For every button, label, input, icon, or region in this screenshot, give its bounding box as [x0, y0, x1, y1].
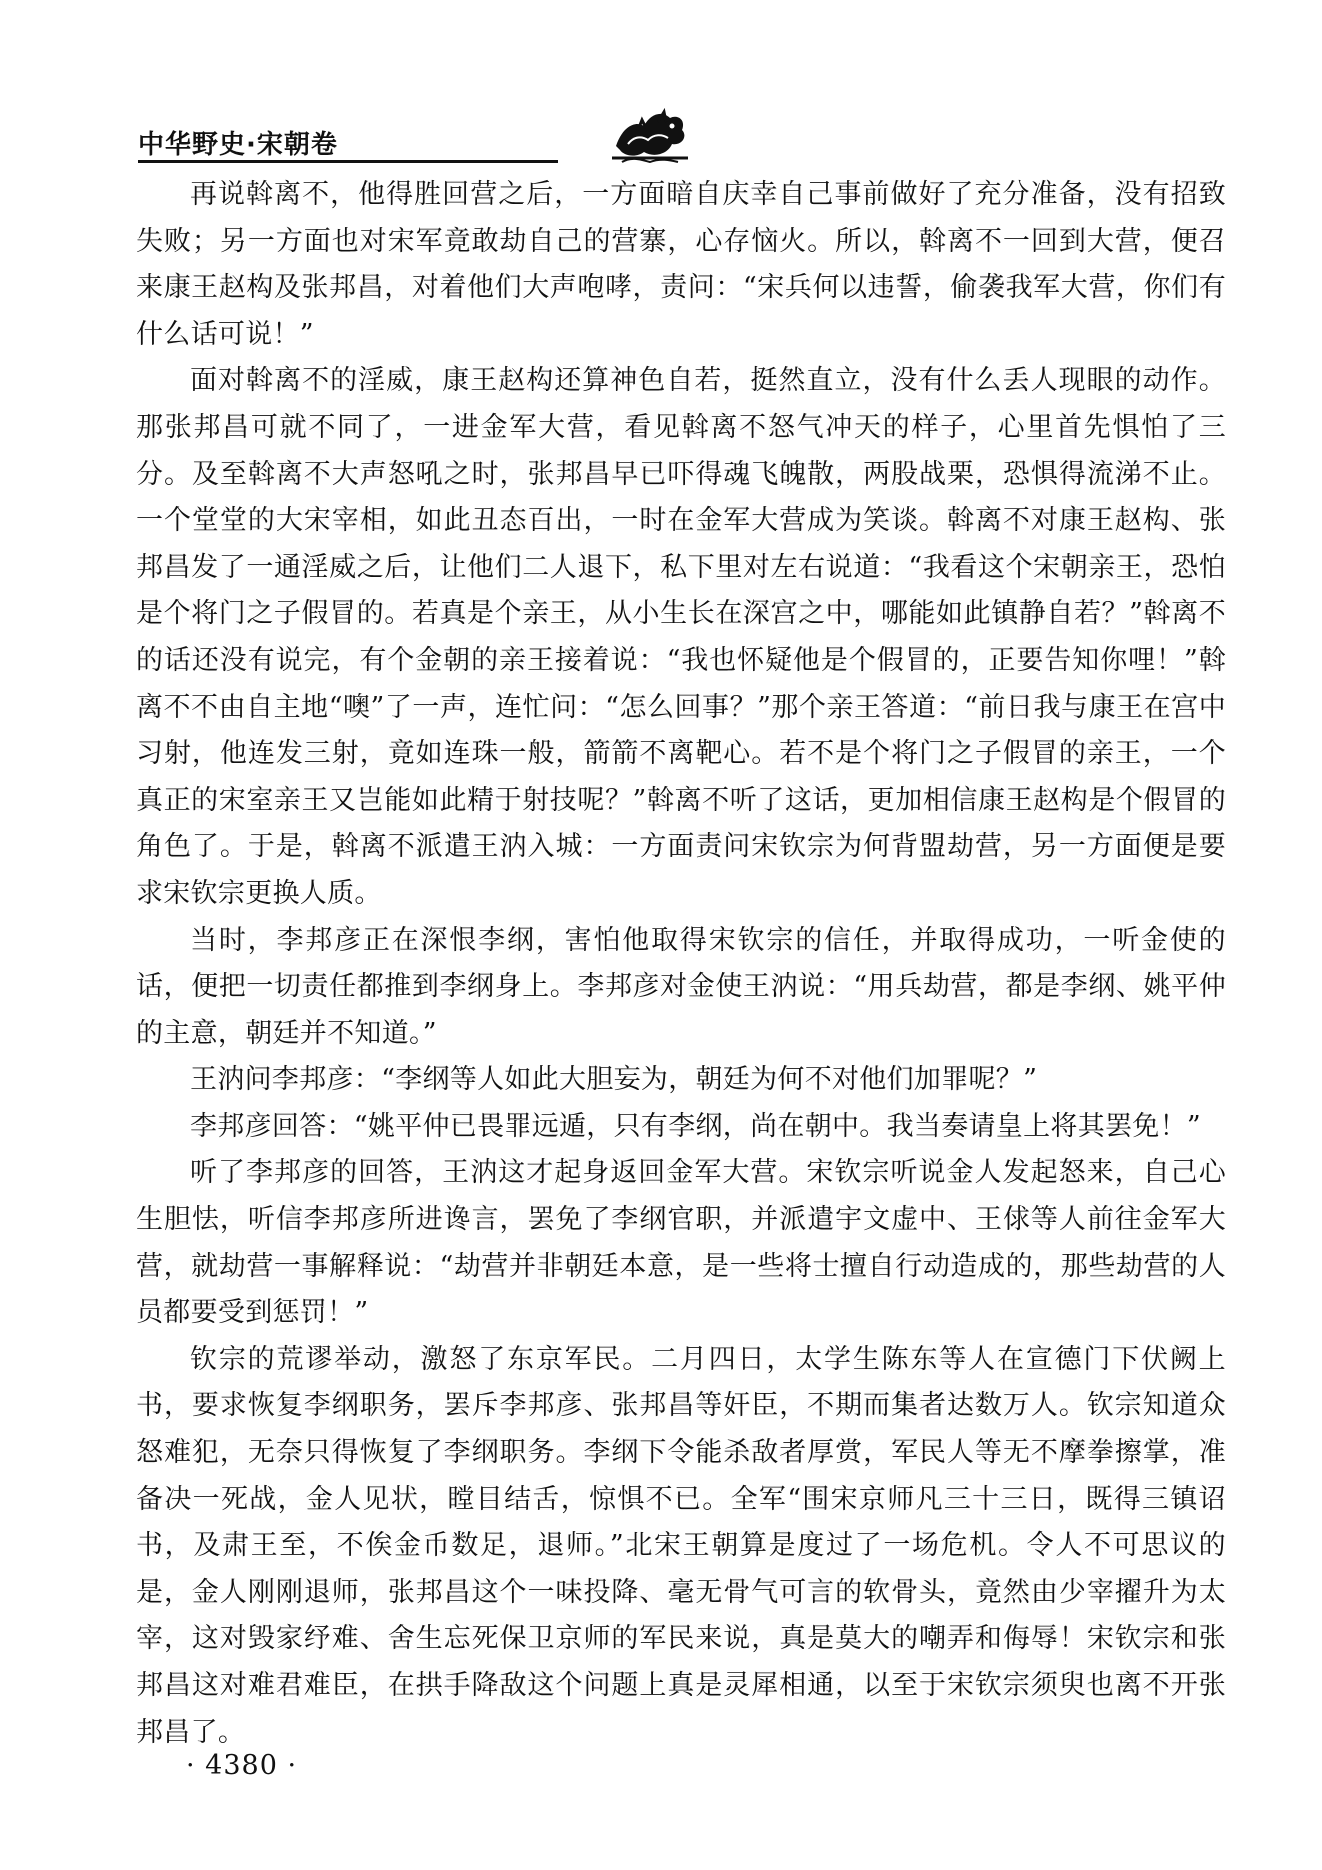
header-rule [138, 160, 558, 163]
dragon-emblem-icon [608, 106, 692, 164]
page-number: · 4380 · [186, 1750, 298, 1781]
paragraph-1: 再说斡离不，他得胜回营之后，一方面暗自庆幸自己事前做好了充分准备，没有招致失败；另一方面也对宋军竟敢劫自己的营寨，心存恼火。所以，斡离不一回到大营，便召来康王赵构及张邦昌，对着他们大声咆哮，责问：“宋兵何以违誓，偷袭我军大营，你们有什么话可说！” [136, 179, 1226, 350]
page-header [138, 118, 1238, 164]
header-title: 中华野史·宋朝卷 [138, 130, 338, 160]
paragraph-3: 当时，李邦彦正在深恨李纲，害怕他取得宋钦宗的信任，并取得成功，一听金使的话，便把一切责任都推到李纲身上。李邦彦对金使王汭说：“用兵劫营，都是李纲、姚平仲的主意，朝廷并不知道。” [136, 924, 1226, 1049]
paragraph-7: 钦宗的荒谬举动，激怒了东京军民。二月四日，太学生陈东等人在宣德门下伏阙上书，要求恢复李纲职务，罢斥李邦彦、张邦昌等奸臣，不期而集者达数万人。钦宗知道众怒难犯，无奈只得恢复了李纲职务。李纲下令能杀敌者厚赏，军民人等无不摩拳擦掌，准备决一死战，金人见状，瞠目结舌，惊惧不已。全军“围宋京师凡三十三日，既得三镇诏书，及肃王至，不俟金币数足，退师。”北宋王朝算是度过了一场危机。令人不可思议的是，金人刚刚退师，张邦昌这个一味投降、毫无骨气可言的软骨头，竟然由少宰擢升为太宰，这对毁家纾难、舍生忘死保卫京师的军民来说，真是莫大的嘲弄和侮辱！宋钦宗和张邦昌这对难君难臣，在拱手降敌这个问题上真是灵犀相通，以至于宋钦宗须臾也离不开张邦昌了。 [136, 1343, 1226, 1748]
paragraph-2: 面对斡离不的淫威，康王赵构还算神色自若，挺然直立，没有什么丢人现眼的动作。那张邦昌可就不同了，一进金军大营，看见斡离不怒气冲天的样子，心里首先惧怕了三分。及至斡离不大声怒吼之时，张邦昌早已吓得魂飞魄散，两股战栗，恐惧得流涕不止。一个堂堂的大宋宰相，如此丑态百出，一时在金军大营成为笑谈。斡离不对康王赵构、张邦昌发了一通淫威之后，让他们二人退下，私下里对左右说道：“我看这个宋朝亲王，恐怕是个将门之子假冒的。若真是个亲王，从小生长在深宫之中，哪能如此镇静自若？”斡离不的话还没有说完，有个金朝的亲王接着说：“我也怀疑他是个假冒的，正要告知你哩！”斡离不不由自主地“噢”了一声，连忙问：“怎么回事？”那个亲王答道：“前日我与康王在宫中习射，他连发三射，竟如连珠一般，箭箭不离靶心。若不是个将门之子假冒的亲王，一个真正的宋室亲王又岂能如此精于射技呢？”斡离不听了这话，更加相信康王赵构是个假冒的角色了。于是，斡离不派遣王汭入城：一方面责问宋钦宗为何背盟劫营，另一方面便是要求宋钦宗更换人质。 [136, 365, 1226, 909]
body-text [136, 172, 1226, 1756]
paragraph-5: 李邦彦回答：“姚平仲已畏罪远遁，只有李纲，尚在朝中。我当奏请皇上将其罢免！” [190, 1110, 1202, 1142]
paragraph-4: 王汭问李邦彦：“李纲等人如此大胆妄为，朝廷为何不对他们加罪呢？” [190, 1064, 1038, 1096]
paragraph-6: 听了李邦彦的回答，王汭这才起身返回金军大营。宋钦宗听说金人发起怒来，自己心生胆怯，听信李邦彦所进谗言，罢免了李纲官职，并派遣宇文虚中、王俅等人前往金军大营，就劫营一事解释说：“劫营并非朝廷本意，是一些将士擅自行动造成的，那些劫营的人员都要受到惩罚！” [136, 1157, 1226, 1329]
